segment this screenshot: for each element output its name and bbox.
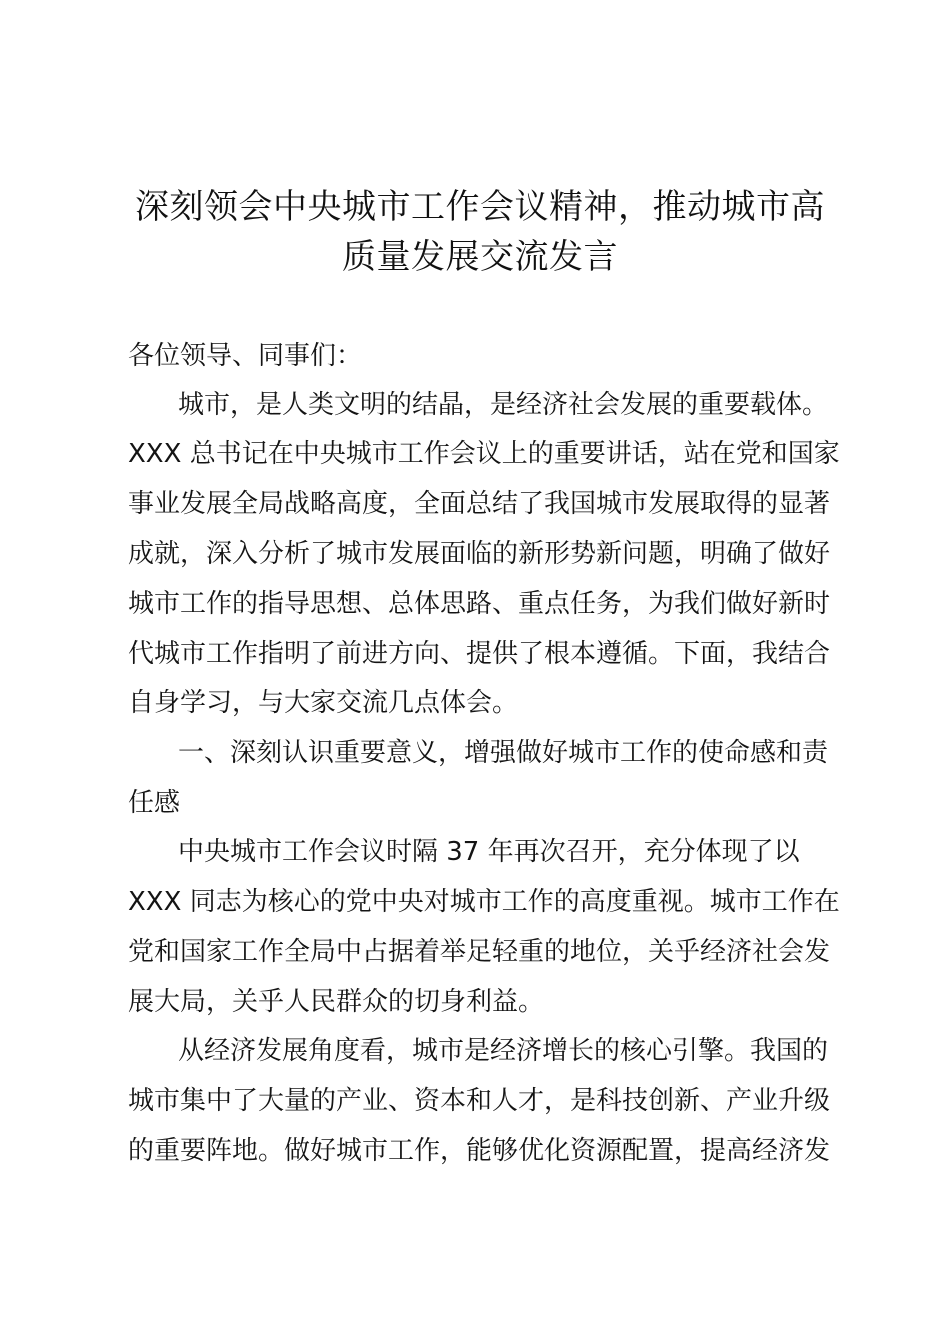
paragraph-line: 代城市工作指明了前进方向、提供了根本遵循。下面，我结合 <box>128 639 831 669</box>
paragraph-line: 城市工作的指导思想、总体思路、重点任务，为我们做好新时 <box>128 589 831 619</box>
paragraph-line: 展大局，关乎人民群众的切身利益。 <box>128 987 545 1017</box>
paragraph-line: XXX 同志为核心的党中央对城市工作的高度重视。城市工作在 <box>128 887 840 917</box>
salutation: 各位领导、同事们： <box>128 341 363 371</box>
section-heading-line: 任感 <box>128 788 181 818</box>
paragraph-line: 中央城市工作会议时隔 37 年再次召开，充分体现了以 <box>178 837 800 867</box>
document-title-line-1: 深刻领会中央城市工作会议精神，推动城市高 <box>135 187 825 227</box>
paragraph-line: 城市，是人类文明的结晶，是经济社会发展的重要载体。 <box>178 390 829 420</box>
paragraph-line: 自身学习，与大家交流几点体会。 <box>128 688 519 718</box>
paragraph-line: XXX 总书记在中央城市工作会议上的重要讲话，站在党和国家 <box>128 439 840 469</box>
paragraph-line: 党和国家工作全局中占据着举足轻重的地位，关乎经济社会发 <box>128 937 831 967</box>
section-heading-line: 一、深刻认识重要意义，增强做好城市工作的使命感和责 <box>178 738 829 768</box>
paragraph-line: 成就，深入分析了城市发展面临的新形势新问题，明确了做好 <box>128 539 831 569</box>
paragraph-line: 的重要阵地。做好城市工作，能够优化资源配置，提高经济发 <box>128 1136 831 1166</box>
paragraph-line: 城市集中了大量的产业、资本和人才，是科技创新、产业升级 <box>128 1086 831 1116</box>
document-title-line-2: 质量发展交流发言 <box>342 237 618 277</box>
paragraph-line: 从经济发展角度看，城市是经济增长的核心引擎。我国的 <box>178 1036 829 1066</box>
paragraph-line: 事业发展全局战略高度，全面总结了我国城市发展取得的显著 <box>128 489 831 519</box>
